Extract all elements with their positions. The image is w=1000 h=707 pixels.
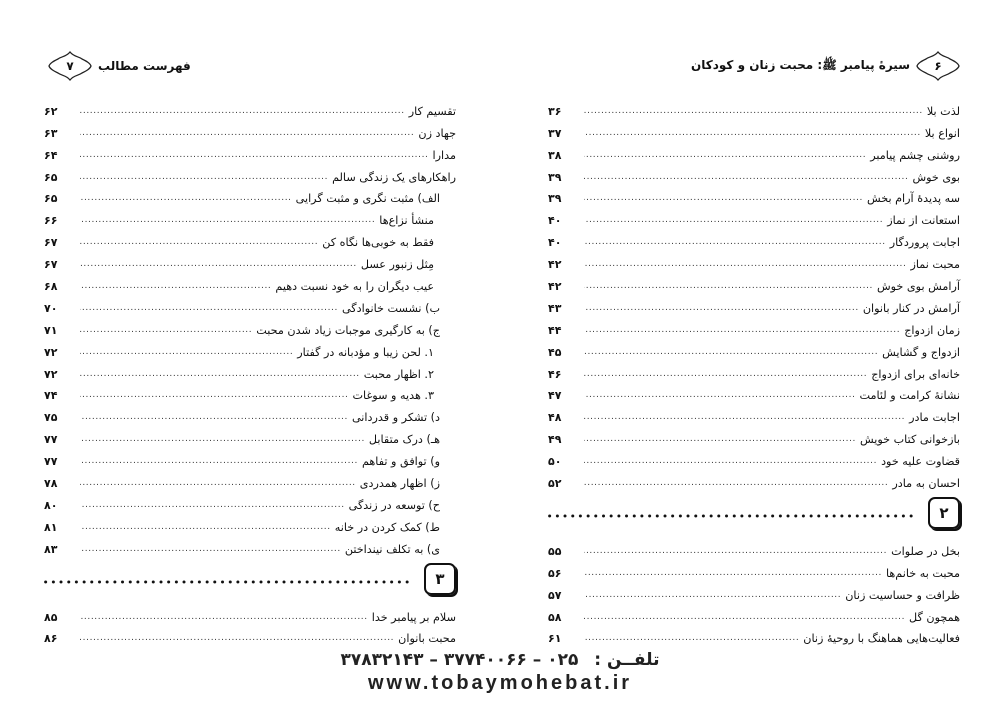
website-url[interactable]: www.tobaymohebat.ir [367,672,633,694]
toc-entry[interactable] [548,162,960,184]
dot-leader [80,520,331,534]
toc-entry-title: قضاوت علیه خود [881,455,960,469]
toc-entry-page: ۷۷ [44,455,58,469]
dot-leader [80,498,345,512]
toc-entry[interactable] [548,140,960,162]
toc-entry[interactable] [44,381,456,403]
toc-entry-title: ب) نشست خانوادگی [341,301,440,315]
dot-leader [80,631,394,645]
toc-entry-title: سلام بر پیامبر خدا [371,610,456,624]
toc-entry-page: ۳۸ [548,148,562,162]
toc-entry[interactable] [44,140,456,162]
toc-entry-page: ۶۶ [44,214,58,228]
toc-entry-page: ۵۵ [548,544,562,558]
toc-entry-page: ۶۷ [44,258,58,272]
toc-entry-page: ۴۷ [548,389,562,403]
toc-entry-title: الف) مثبت نگری و مثبت گرایی [295,192,440,206]
toc-entry[interactable] [44,249,456,271]
toc-entry-title: جهاد زن [418,126,456,140]
toc-entry-title: منشأ نزاع‌ها [379,214,434,228]
toc-entry[interactable] [44,337,456,359]
toc-entry-page: ۶۵ [44,192,58,206]
chapter-divider [548,490,960,536]
dot-leader [584,104,923,118]
page-number-ornament [916,51,960,81]
toc-entry-page: ۷۲ [44,345,58,359]
toc-entry[interactable] [548,381,960,403]
toc-entry[interactable] [44,96,456,118]
dot-leader [584,588,841,602]
toc-entry-page: ۵۶ [548,566,562,580]
toc-entry-page: ۵۸ [548,610,562,624]
toc-entry[interactable] [548,468,960,490]
toc-entry[interactable] [548,558,960,580]
dot-leader [584,566,882,580]
toc-entry[interactable] [44,271,456,293]
toc-entry-page: ۴۴ [548,323,562,337]
right-page-header [691,46,960,86]
toc-entry[interactable] [548,446,960,468]
toc-entry-title: بازخوانی کتاب خویش [860,433,960,447]
toc-entry-page: ۸۰ [44,498,58,512]
toc-entry[interactable] [44,227,456,249]
dot-leader [80,410,348,424]
left-page [0,0,500,650]
dot-leader [584,631,799,645]
phone-line [0,650,1000,670]
toc-entry[interactable] [548,536,960,558]
dot-leader [584,235,886,249]
toc-entry-title: ی) به تکلف نینداختن [344,542,440,556]
toc-entry[interactable] [44,359,456,381]
dot-leader [80,104,405,118]
running-header-title: سیرهٔ پیامبر ﷺ: محبت زنان و کودکان [691,57,910,72]
dot-leader [584,170,908,184]
toc-entry-title: محبت به خانم‌ها [886,566,960,580]
toc-entry[interactable] [44,624,456,646]
dot-leader [584,388,856,402]
dot-leader [80,257,357,271]
toc-entry-page: ۵۷ [548,588,562,602]
toc-entry-page: ۶۷ [44,236,58,250]
toc-entry-title: عیب دیگران را به خود نسبت دهیم [275,280,434,294]
toc-entry-title: راهکارهای یک زندگی سالم [332,170,456,184]
toc-entry-page: ۳۹ [548,192,562,206]
toc-entry[interactable] [44,184,456,206]
toc-entry-page: ۷۲ [44,367,58,381]
dot-leader [80,323,252,337]
toc-entry[interactable] [548,205,960,227]
toc-entry[interactable] [548,337,960,359]
toc-entry[interactable] [548,359,960,381]
dot-leader [80,542,341,556]
toc-entry-page: ۷۴ [44,389,58,403]
dot-leader [80,345,293,359]
toc-entry[interactable] [44,468,456,490]
toc-entry-title: تقسیم کار [408,104,456,118]
page-number: ۷ [66,59,74,73]
running-header-title: فهرست مطالب [98,59,191,73]
toc-entry-title: ج) به کارگیری موجبات زیاد شدن محبت [256,323,440,337]
toc-entry[interactable] [548,227,960,249]
toc-entry-title: فعالیت‌هایی هماهنگ با روحیهٔ زنان [803,632,960,646]
toc-entry[interactable] [44,118,456,140]
toc-entry[interactable] [548,402,960,424]
phone-numbers: ۰۲۵ – ۳۷۷۴۰۰۶۶ – ۳۷۸۳۲۱۴۳ [340,650,579,670]
toc-entry-title: استعانت از نماز [887,214,960,228]
toc-entry[interactable] [44,315,456,337]
toc-entry-title: روشنی چشم پیامبر [870,148,960,162]
toc-entry-page: ۵۲ [548,477,562,491]
toc-entry-title: لذت بلا [926,104,960,118]
toc-entry-title: بخل در صلوات [891,544,960,558]
dot-leader [584,367,867,381]
toc-entry-page: ۳۹ [548,170,562,184]
dot-leader [584,323,900,337]
toc-entry-title: آرامش بوی خوش [877,280,960,294]
dot-leader [584,148,866,162]
toc-entry-title: ازدواج و گشایش [882,345,960,359]
toc-entry-title: همچون گل [909,610,960,624]
toc-entry-page: ۶۲ [44,104,58,118]
chapter-number-badge: ۲ [928,497,960,529]
toc-list-left [44,96,456,645]
right-page [500,0,1000,650]
toc-entry-title: اجابت پروردگار [889,236,960,250]
dot-leader [80,148,429,162]
toc-entry-page: ۳۶ [548,104,562,118]
toc-entry-page: ۸۱ [44,520,58,534]
dot-leader [80,191,292,205]
toc-entry-title: خانه‌ای برای ازدواج [871,367,960,381]
dot-leader [584,126,921,140]
dot-leader [80,388,349,402]
dot-leader [80,367,360,381]
toc-entry[interactable] [44,293,456,315]
toc-entry-page: ۶۸ [44,280,58,294]
toc-entry-page: ۴۰ [548,236,562,250]
toc-entry-title: اجابت مادر [909,411,960,425]
dot-leader [584,279,873,293]
toc-entry-title: ز) اظهار همدردی [359,477,440,491]
dot-leader [80,301,338,315]
left-page-header [48,46,191,86]
chapter-divider [44,556,456,602]
toc-entry-page: ۴۲ [548,280,562,294]
toc-entry-page: ۸۳ [44,542,58,556]
toc-entry-page: ۸۵ [44,610,58,624]
toc-entry-title: هـ) درک متقابل [368,433,440,447]
toc-entry-title: آرامش در کنار بانوان [862,301,960,315]
dot-leader [584,301,859,315]
toc-entry-title: نشانهٔ کرامت و لئامت [859,389,960,403]
dot-leader [80,610,368,624]
toc-entry[interactable] [548,118,960,140]
dot-leader [80,126,414,140]
toc-entry-title: فقط به خوبی‌ها نگاه کن [322,236,434,250]
dot-leader [584,257,906,271]
toc-entry[interactable] [44,402,456,424]
toc-entry-page: ۳۷ [548,126,562,140]
toc-entry-page: ۴۶ [548,367,562,381]
dot-leader [80,454,358,468]
toc-entry[interactable] [548,602,960,624]
toc-entry-page: ۸۶ [44,632,58,646]
toc-entry-title: بوی خوش [912,170,960,184]
toc-entry-title: محبت نماز [910,258,960,272]
dot-leader [584,410,905,424]
chapter-dot-leader [44,571,410,587]
toc-entry-page: ۶۴ [44,148,58,162]
footer [0,650,1000,695]
toc-entry[interactable] [548,580,960,602]
toc-entry-title: د) تشکر و قدردانی [351,411,440,425]
page-number-ornament [48,51,92,81]
toc-entry[interactable] [44,424,456,446]
toc-entry-page: ۷۱ [44,323,58,337]
toc-entry-title: انواع بلا [924,126,960,140]
toc-entry-title: ظرافت و حساسیت زنان [845,588,960,602]
dot-leader [584,345,878,359]
toc-entry[interactable] [548,424,960,446]
toc-entry-title: مدارا [432,148,456,162]
toc-entry[interactable] [44,446,456,468]
toc-entry[interactable] [44,534,456,556]
toc-entry-page: ۷۸ [44,477,58,491]
toc-entry-page: ۴۵ [548,345,562,359]
chapter-number-badge: ۳ [424,563,456,595]
toc-entry-page: ۴۲ [548,258,562,272]
toc-entry[interactable] [548,271,960,293]
toc-entry-title: سه پدیدهٔ آرام بخش [866,192,960,206]
dot-leader [80,213,375,227]
dot-leader [584,454,877,468]
dot-leader [584,191,863,205]
dot-leader [80,432,365,446]
toc-entry[interactable] [44,205,456,227]
dot-leader [80,235,318,249]
dot-leader [80,279,271,293]
toc-entry[interactable] [548,96,960,118]
toc-entry[interactable] [548,315,960,337]
toc-entry-title: محبت بانوان [398,632,456,646]
toc-entry-page: ۴۳ [548,301,562,315]
toc-entry-title: زمان ازدواج [904,323,960,337]
toc-entry[interactable] [44,490,456,512]
toc-entry-title: ط) کمک کردن در خانه [334,520,440,534]
chapter-dot-leader [548,505,914,521]
toc-entry[interactable] [548,624,960,646]
toc-entry-title: ۳. هدیه و سوغات [352,389,434,403]
toc-entry-title: و) توافق و تفاهم [361,455,440,469]
toc-entry-page: ۵۰ [548,455,562,469]
toc-entry-page: ۴۹ [548,433,562,447]
dot-leader [80,476,356,490]
dot-leader [80,170,328,184]
toc-entry-title: ۲. اظهار محبت [363,367,434,381]
toc-entry[interactable] [44,602,456,624]
toc-entry-page: ۶۱ [548,632,562,646]
toc-entry-page: ۷۷ [44,433,58,447]
dot-leader [584,476,888,490]
toc-entry[interactable] [44,512,456,534]
page-number: ۶ [934,59,942,73]
dot-leader [584,610,905,624]
toc-entry-page: ۴۰ [548,214,562,228]
toc-entry-title: ح) توسعه در زندگی [348,498,440,512]
toc-entry-title: احسان به مادر [892,477,960,491]
dot-leader [584,213,883,227]
dot-leader [584,544,887,558]
dot-leader [584,432,856,446]
toc-entry-page: ۴۸ [548,411,562,425]
toc-entry-title: مِثل زنبور عسل [360,258,434,272]
toc-entry-page: ۷۰ [44,301,58,315]
toc-list-right [548,96,960,645]
toc-entry-page: ۶۵ [44,170,58,184]
toc-entry[interactable] [44,162,456,184]
phone-label: تلفــن : [594,650,660,670]
toc-entry[interactable] [548,293,960,315]
toc-entry-page: ۶۳ [44,126,58,140]
toc-entry-title: ۱. لحن زیبا و مؤدبانه در گفتار [297,345,434,359]
toc-entry-page: ۷۵ [44,411,58,425]
toc-entry[interactable] [548,184,960,206]
toc-entry[interactable] [548,249,960,271]
